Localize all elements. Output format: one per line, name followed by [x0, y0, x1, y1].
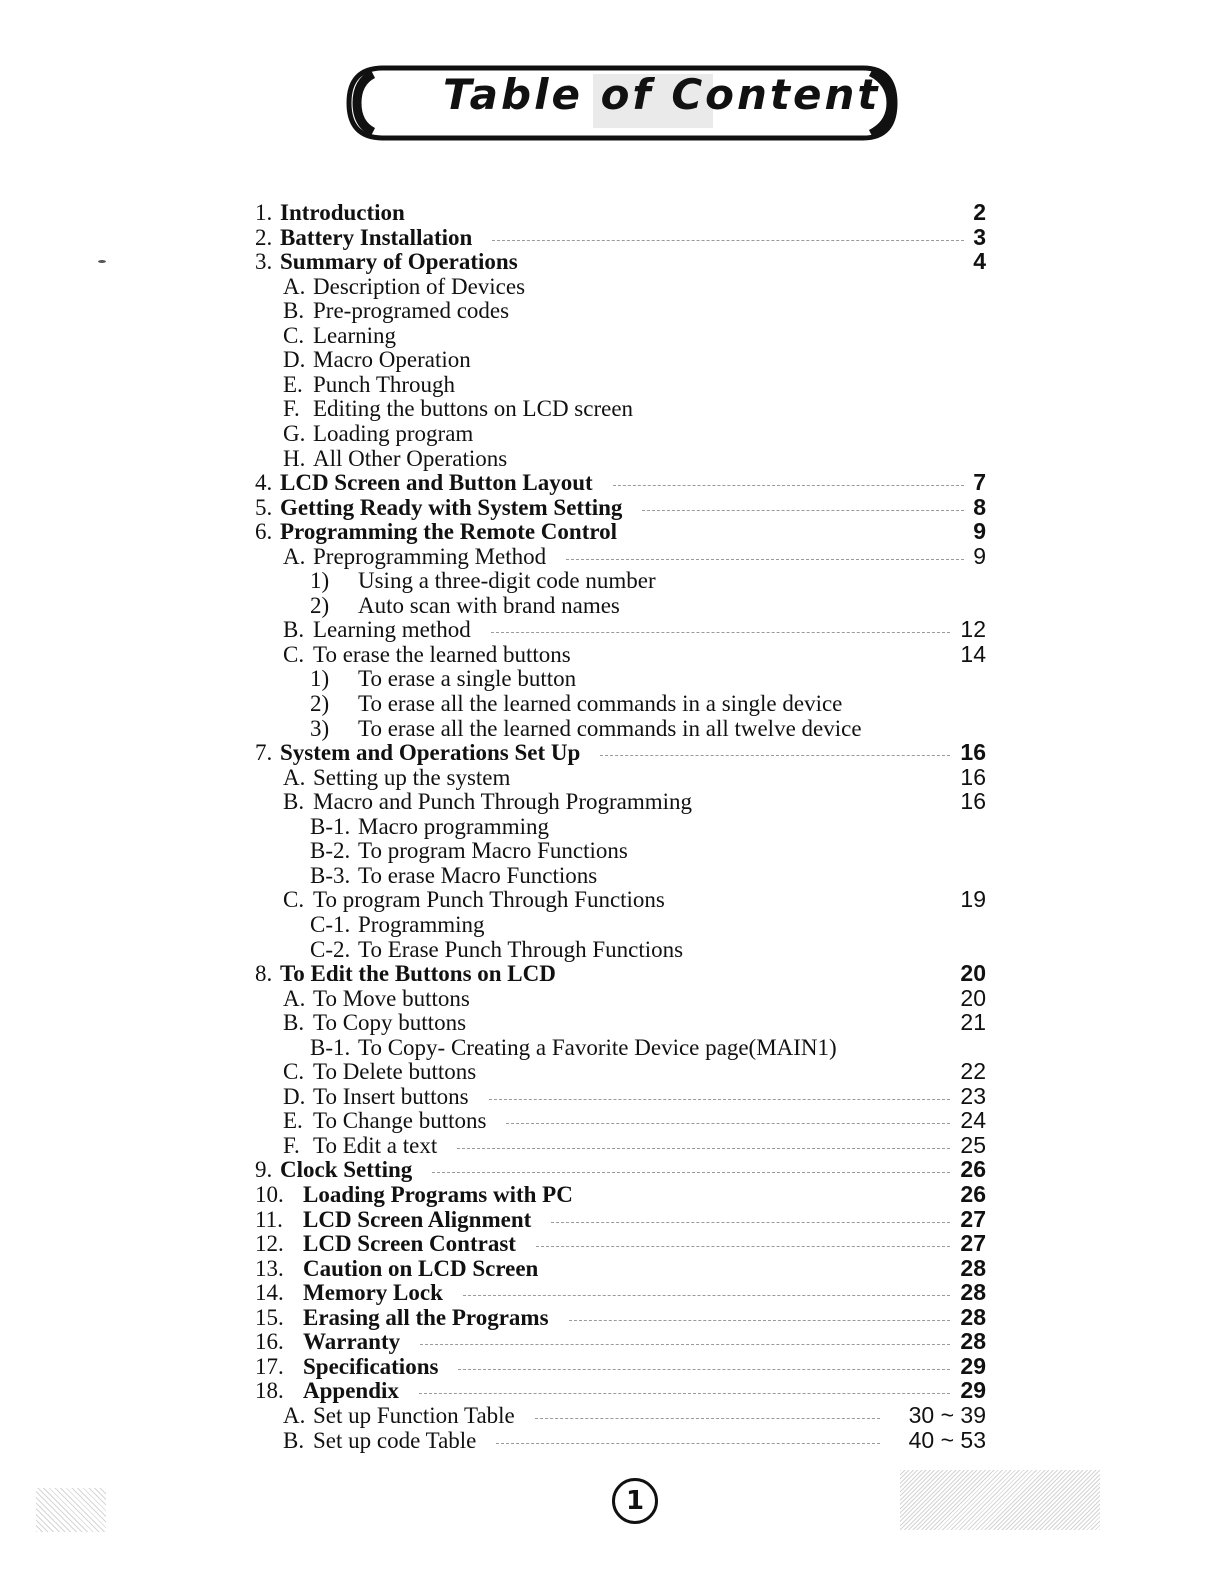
toc-entry [0, 1256, 1224, 1281]
toc-entry-title: Clock Setting [280, 1157, 413, 1183]
toc-entry-page: 29 [960, 1352, 986, 1379]
toc-entry [0, 838, 1224, 863]
toc-entry-title: To Copy- Creating a Favorite Device page(MAIN1) [358, 1034, 837, 1060]
toc-entry-title: Programming the Remote Control [280, 519, 618, 545]
page-title: Table of Content [443, 70, 881, 119]
toc-entry-number: 1. [255, 200, 273, 225]
toc-entry-number: B-1. [310, 1034, 351, 1060]
toc-entry [0, 1059, 1224, 1084]
toc-entry-page: 40 ~ 53 [908, 1426, 986, 1453]
toc-entry-title: To erase Macro Functions [358, 862, 598, 888]
toc-entry-number: 6. [255, 519, 273, 545]
toc-entry-title: Macro Operation [313, 347, 471, 373]
toc-entry-title: To program Macro Functions [358, 838, 628, 864]
toc-entry-number: 18. [255, 1378, 284, 1404]
toc-entry [0, 544, 1224, 569]
toc-entry-number: C. [283, 887, 305, 913]
toc-entry [0, 495, 1224, 520]
toc-entry-page: 28 [960, 1279, 986, 1306]
toc-entry-page: 8 [973, 493, 986, 520]
toc-entry-title: LCD Screen Alignment [303, 1206, 532, 1232]
toc-entry-page: 7 [973, 469, 986, 496]
toc-entry-page: 21 [960, 1009, 986, 1036]
toc-leader-dots [535, 1418, 880, 1419]
toc-entry-title: To Copy buttons [313, 1010, 467, 1036]
toc-entry [0, 1084, 1224, 1109]
toc-entry [0, 446, 1224, 471]
toc-leader-dots [569, 1320, 950, 1321]
toc-entry-title: Setting up the system [313, 764, 511, 790]
toc-entry [0, 617, 1224, 642]
toc-entry-number: 15. [255, 1304, 284, 1330]
toc-entry-number: B. [283, 1427, 305, 1453]
toc-entry-title: Macro and Punch Through Programming [313, 789, 693, 815]
page-number-badge: 1 [612, 1478, 658, 1524]
toc-entry-title: Using a three-digit code number [358, 568, 656, 594]
toc-entry [0, 986, 1224, 1011]
toc-entry-number: B. [283, 1010, 305, 1036]
toc-entry-number: 4. [255, 470, 273, 496]
toc-entry-number: 11. [255, 1206, 283, 1232]
toc-entry [0, 1157, 1224, 1182]
scan-speck [98, 260, 106, 263]
toc-entry-number: A. [283, 543, 306, 569]
toc-entry-title: Getting Ready with System Setting [280, 494, 623, 520]
toc-entry-title: To erase a single button [358, 666, 577, 692]
toc-entry-title: Macro programming [358, 813, 549, 839]
toc-entry-number: 7. [255, 740, 273, 766]
toc-entry-title: To erase all the learned commands in a single device [358, 691, 843, 716]
toc-entry-title: Description of Devices [313, 273, 526, 299]
toc-entry-number: 8. [255, 961, 273, 987]
toc-entry-title: Set up Function Table [313, 1402, 515, 1428]
toc-entry-page: 2 [973, 199, 986, 225]
toc-entry [0, 863, 1224, 888]
toc-entry [0, 1403, 1224, 1428]
toc-entry [0, 372, 1224, 397]
toc-entry-number: 16. [255, 1329, 284, 1355]
toc-entry-title: Erasing all the Programs [303, 1304, 549, 1330]
toc-entry [0, 961, 1224, 986]
toc-entry-page: 30 ~ 39 [908, 1401, 986, 1428]
toc-entry-page: 24 [960, 1107, 986, 1134]
toc-entry-number: B-3. [310, 862, 351, 888]
toc-leader-dots [457, 1148, 950, 1149]
toc-entry-page: 4 [973, 248, 986, 275]
toc-entry [0, 1010, 1224, 1035]
toc-entry-page: 27 [960, 1205, 986, 1232]
toc-entry-title: To Insert buttons [313, 1083, 469, 1109]
toc-entry [0, 200, 1224, 225]
toc-entry-title: Appendix [303, 1378, 399, 1404]
toc-entry [0, 568, 1224, 593]
toc-entry [0, 789, 1224, 814]
toc-entry [0, 1378, 1224, 1403]
toc-entry-number: 14. [255, 1280, 284, 1306]
toc-entry [0, 225, 1224, 250]
toc-entry-title: Warranty [303, 1329, 401, 1355]
toc-entry [0, 1428, 1224, 1453]
toc-entry-title: Caution on LCD Screen [303, 1255, 539, 1281]
toc-entry-title: Auto scan with brand names [358, 592, 620, 618]
toc-entry-title: Programming [358, 911, 485, 937]
toc-entry [0, 1182, 1224, 1207]
toc-entry-number: F. [283, 396, 300, 422]
toc-entry-title: To Change buttons [313, 1108, 487, 1134]
toc-entry-number: C. [283, 1059, 305, 1085]
toc-entry-title: Punch Through [313, 371, 456, 397]
toc-entry [0, 814, 1224, 839]
toc-leader-dots [566, 559, 964, 560]
toc-entry-number: B-2. [310, 838, 351, 864]
toc-entry-page: 16 [960, 739, 986, 766]
toc-entry [0, 937, 1224, 962]
toc-entry-number: D. [283, 347, 306, 373]
toc-entry-number: D. [283, 1083, 306, 1109]
toc-entry [0, 1329, 1224, 1354]
toc-leader-dots [463, 1295, 950, 1296]
scan-noise [900, 1470, 1100, 1530]
toc-entry [0, 298, 1224, 323]
toc-entry-page: 23 [960, 1082, 986, 1109]
toc-entry-title: Editing the buttons on LCD screen [313, 396, 634, 422]
toc-entry [0, 470, 1224, 495]
toc-entry-number: 13. [255, 1255, 284, 1281]
toc-entry-title: To erase the learned buttons [313, 641, 571, 667]
toc-entry-page: 27 [960, 1230, 986, 1257]
toc-entry [0, 323, 1224, 348]
toc-entry [0, 912, 1224, 937]
toc-leader-dots [492, 240, 964, 241]
toc-entry-number: C. [283, 641, 305, 667]
toc-leader-dots [613, 485, 964, 486]
toc-entry [0, 396, 1224, 421]
toc-entry-page: 3 [973, 223, 986, 250]
toc-entry [0, 666, 1224, 691]
toc-entry [0, 519, 1224, 544]
toc-entry-number: 2) [310, 691, 330, 716]
toc-entry-number: G. [283, 420, 306, 446]
toc-entry-page: 20 [960, 960, 986, 987]
toc-entry [0, 1133, 1224, 1158]
toc-leader-dots [420, 1344, 950, 1345]
toc-entry [0, 740, 1224, 765]
toc-entry-title: Specifications [303, 1353, 439, 1379]
toc-entry [0, 1280, 1224, 1305]
toc-leader-dots [419, 1393, 950, 1394]
toc-entry-number: 3. [255, 249, 273, 275]
toc-entry-page: 28 [960, 1254, 986, 1281]
toc-entry-number: C. [283, 322, 305, 348]
toc-entry [0, 765, 1224, 790]
toc-entry-number: 17. [255, 1353, 284, 1379]
toc-entry [0, 421, 1224, 446]
toc-entry-page: 25 [960, 1131, 986, 1158]
toc-entry [0, 1305, 1224, 1330]
toc-entry-title: To erase all the learned commands in all twelve device [358, 715, 862, 741]
toc-entry-page: 16 [960, 788, 986, 815]
toc-entry-title: Introduction [280, 200, 405, 225]
toc-entry [0, 593, 1224, 618]
toc-entry-number: B-1. [310, 813, 351, 839]
toc-entry-number: 1) [310, 568, 330, 594]
toc-leader-dots [600, 755, 950, 756]
toc-entry-number: 10. [255, 1182, 284, 1207]
toc-entry-number: A. [283, 985, 306, 1011]
toc-leader-dots [551, 1222, 950, 1223]
toc-entry-page: 22 [960, 1058, 986, 1085]
toc-entry-page: 28 [960, 1328, 986, 1355]
toc-entry-number: C-2. [310, 936, 351, 962]
toc-leader-dots [491, 632, 950, 633]
toc-entry [0, 274, 1224, 299]
toc-entry-number: B. [283, 298, 305, 324]
toc-entry-title: Set up code Table [313, 1427, 477, 1453]
toc-entry-page: 26 [960, 1156, 986, 1183]
toc-entry-title: Learning method [313, 617, 471, 643]
toc-entry-page: 9 [973, 518, 986, 545]
toc-entry-title: Memory Lock [303, 1280, 443, 1306]
toc-leader-dots [432, 1172, 950, 1173]
toc-entry [0, 691, 1224, 716]
toc-entry-number: E. [283, 371, 303, 397]
toc-entry [0, 716, 1224, 741]
toc-leader-dots [489, 1099, 950, 1100]
toc-entry-page: 26 [960, 1181, 986, 1207]
toc-entry [0, 249, 1224, 274]
toc-entry-title: Loading program [313, 420, 474, 446]
toc-entry-title: To Edit the Buttons on LCD [280, 961, 556, 987]
toc-entry-page: 20 [960, 984, 986, 1011]
toc-entry-number: C-1. [310, 911, 351, 937]
toc-entry-number: 3) [310, 715, 330, 741]
toc-entry-number: 1) [310, 666, 330, 692]
toc-entry-number: 12. [255, 1231, 284, 1257]
toc-leader-dots [458, 1369, 950, 1370]
toc-entry-number: B. [283, 617, 305, 643]
toc-entry-title: Preprogramming Method [313, 543, 547, 569]
toc-entry-page: 14 [960, 640, 986, 667]
toc-entry-title: To Move buttons [313, 985, 470, 1011]
toc-entry-page: 12 [960, 616, 986, 643]
toc-entry-title: Loading Programs with PC [303, 1182, 573, 1207]
toc-leader-dots [642, 510, 964, 511]
toc-entry-number: 9. [255, 1157, 273, 1183]
toc-entry-page: 28 [960, 1303, 986, 1330]
toc-entry-title: To Erase Punch Through Functions [358, 936, 684, 962]
toc-entry-page: 29 [960, 1377, 986, 1404]
toc-entry [0, 642, 1224, 667]
toc-entry-page: 19 [960, 886, 986, 913]
toc-entry-title: All Other Operations [313, 445, 508, 471]
toc-entry [0, 1035, 1224, 1060]
toc-entry-number: 2) [310, 592, 330, 618]
toc-entry-title: Pre-programed codes [313, 298, 510, 324]
toc-entry-title: Summary of Operations [280, 249, 518, 275]
toc-entry-number: H. [283, 445, 306, 471]
toc-entry-number: A. [283, 764, 306, 790]
toc-leader-dots [506, 1123, 950, 1124]
toc-entry-number: B. [283, 789, 305, 815]
toc-entry-title: LCD Screen Contrast [303, 1231, 516, 1257]
toc-entry-title: Battery Installation [280, 224, 473, 250]
toc-entry-title: System and Operations Set Up [280, 740, 581, 766]
toc-entry [0, 1207, 1224, 1232]
toc-entry-number: 5. [255, 494, 273, 520]
scan-noise [36, 1488, 106, 1532]
toc-entry [0, 1108, 1224, 1133]
toc-entry-page: 16 [960, 763, 986, 790]
toc-entry-title: To program Punch Through Functions [313, 887, 665, 913]
toc-entry-number: E. [283, 1108, 303, 1134]
toc-entry [0, 1231, 1224, 1256]
toc-entry-title: To Edit a text [313, 1132, 438, 1158]
toc-entry-title: To Delete buttons [313, 1059, 477, 1085]
toc-entry-title: LCD Screen and Button Layout [280, 470, 593, 496]
toc-leader-dots [536, 1246, 950, 1247]
toc-entry-number: 2. [255, 224, 273, 250]
toc-leader-dots [496, 1443, 880, 1444]
toc-entry-number: A. [283, 1402, 306, 1428]
toc-entry-number: F. [283, 1132, 300, 1158]
toc-entry [0, 1354, 1224, 1379]
toc-entry [0, 347, 1224, 372]
toc-entry-title: Learning [313, 322, 397, 348]
toc-entry-number: A. [283, 273, 306, 299]
toc-entry-page: 9 [973, 542, 986, 569]
toc-entry [0, 887, 1224, 912]
